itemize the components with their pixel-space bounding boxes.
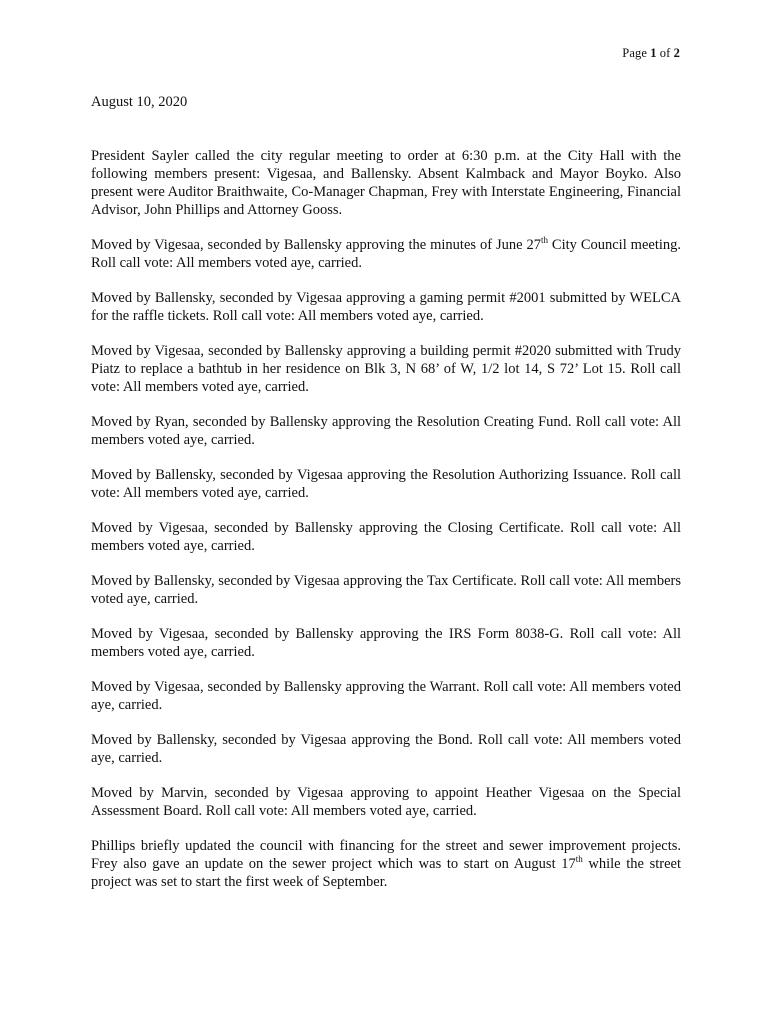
paragraph-text: Phillips briefly updated the council with financing for the street and sewer improvement projects. Frey also gave an update on the sewer project which was to start on August 17 bbox=[91, 838, 681, 872]
page-number-prefix: Page bbox=[622, 46, 651, 60]
paragraph-minutes-approval bbox=[91, 236, 681, 272]
page-number bbox=[622, 46, 680, 61]
ordinal-suffix: th bbox=[540, 235, 548, 246]
paragraph-special-assessment-board: Moved by Marvin, seconded by Vigesaa approving to appoint Heather Vigesaa on the Special Assessment Board. Roll call vote: All members voted aye, carried. bbox=[91, 785, 681, 819]
ordinal-suffix: th bbox=[575, 854, 583, 865]
paragraph-text: Moved by Vigesaa, seconded by Ballensky approving the minutes of June 27 bbox=[91, 237, 541, 253]
paragraph-text: while the street project was set to start the first week of September. bbox=[91, 856, 681, 890]
paragraph-bond: Moved by Ballensky, seconded by Vigesaa approving the Bond. Roll call vote: All members voted aye, carried. bbox=[91, 732, 681, 766]
paragraph-closing-certificate: Moved by Vigesaa, seconded by Ballensky approving the Closing Certificate. Roll call vote: All members voted aye, carried. bbox=[91, 520, 681, 554]
meeting-date: August 10, 2020 bbox=[91, 94, 188, 110]
paragraph-warrant: Moved by Vigesaa, seconded by Ballensky approving the Warrant. Roll call vote: All members voted aye, carried. bbox=[91, 679, 681, 713]
page-number-current: 1 bbox=[650, 46, 657, 60]
paragraph-resolution-authorizing-issuance: Moved by Ballensky, seconded by Vigesaa approving the Resolution Authorizing Issuance. Roll call vote: All members voted aye, carried. bbox=[91, 467, 681, 501]
paragraph-resolution-creating-fund: Moved by Ryan, seconded by Ballensky approving the Resolution Creating Fund. Roll call vote: All members voted aye, carried. bbox=[91, 414, 681, 448]
paragraph-text: City Council meeting. Roll call vote: All members voted aye, carried. bbox=[91, 237, 682, 271]
page-number-middle: of bbox=[656, 46, 674, 60]
paragraph-project-update bbox=[91, 837, 681, 891]
minutes-body bbox=[91, 147, 681, 908]
paragraph-gaming-permit: Moved by Ballensky, seconded by Vigesaa approving a gaming permit #2001 submitted by WELCA for the raffle tickets. Roll call vote: All members voted aye, carried. bbox=[91, 290, 681, 324]
paragraph-tax-certificate: Moved by Ballensky, seconded by Vigesaa approving the Tax Certificate. Roll call vote: All members voted aye, carried. bbox=[91, 573, 681, 607]
paragraph-building-permit: Moved by Vigesaa, seconded by Ballensky approving a building permit #2020 submitted with Trudy Piatz to replace a bathtub in her residence on Blk 3, N 68’ of W, 1/2 lot 14, S 72’ Lot 15. Roll call vote: All members voted aye, carried. bbox=[91, 343, 681, 395]
paragraph-call-to-order: President Sayler called the city regular meeting to order at 6:30 p.m. at the City Hall with the following members present: Vigesaa, and Ballensky. Absent Kalmback and Mayor Boyko. Also present were Auditor Braithwaite, Co-Manager Chapman, Frey with Interstate Engineering, Financial Advisor, John Phillips and Attorney Gooss. bbox=[91, 148, 681, 218]
page-number-total: 2 bbox=[673, 46, 680, 60]
paragraph-irs-form: Moved by Vigesaa, seconded by Ballensky approving the IRS Form 8038-G. Roll call vote: All members voted aye, carried. bbox=[91, 626, 681, 660]
